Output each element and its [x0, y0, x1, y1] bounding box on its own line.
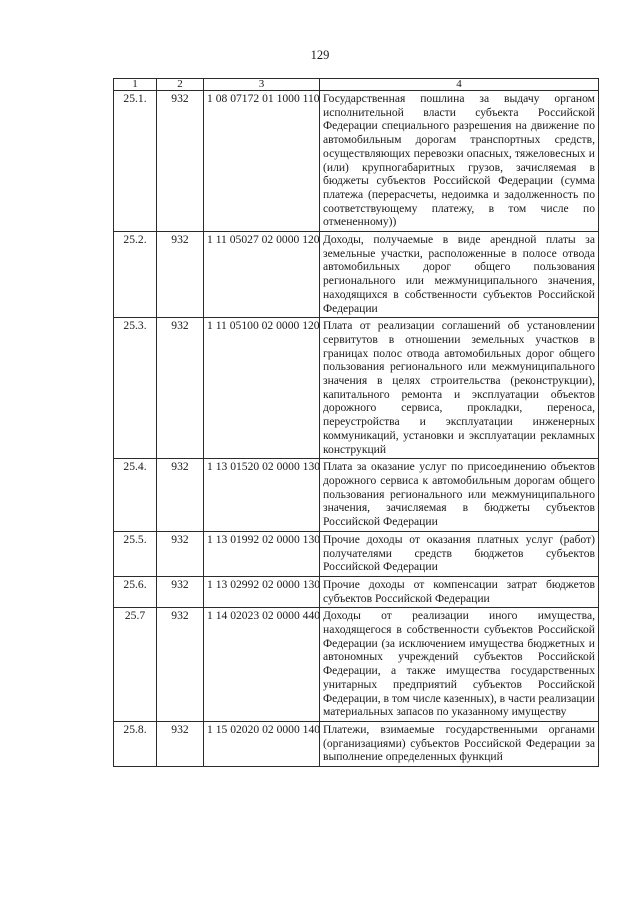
revenue-description: Доходы от реализации иного имущества, находящегося в собственности субъектов Российской Федерации (за исключением имущества бюджетных и автономных учреждений субъектов Российской Федерации, а также имущества государственных унитарных предприятий субъектов Российской Федерации, в том числе казенных), в части реализации материальных запасов по указанному имуществу	[320, 608, 599, 722]
budget-classification-code: 1 15 02020 02 0000 140	[204, 721, 320, 766]
revenue-description: Плата от реализации соглашений об установлении сервитутов в отношении земельных участков в границах полос отвода автомобильных дорог общего пользования регионального или межмуниципального значения в целях строительства (реконструкции), капитального ремонта и эксплуатации объектов дорожного сервиса, прокладки, переноса, переустройства и эксплуатации инженерных коммуникаций, установки и эксплуатации рекламных конструкций	[320, 318, 599, 459]
header-row	[114, 79, 599, 91]
admin-code: 932	[157, 459, 204, 532]
table-row	[114, 721, 599, 766]
row-number: 25.7	[114, 608, 157, 722]
revenue-description: Доходы, получаемые в виде арендной платы за земельные участки, расположенные в полосе отвода автомобильных дорог общего пользования регионального или межмуниципального значения, находящихся в собственности субъектов Российской Федерации	[320, 232, 599, 318]
table-row	[114, 576, 599, 607]
table-row	[114, 318, 599, 459]
table-body	[114, 91, 599, 767]
budget-classification-code: 1 11 05100 02 0000 120	[204, 318, 320, 459]
budget-classification-code: 1 13 02992 02 0000 130	[204, 576, 320, 607]
row-number: 25.2.	[114, 232, 157, 318]
revenue-description: Плата за оказание услуг по присоединению объектов дорожного сервиса к автомобильным дорогам общего пользования регионального или межмуниципального значения, зачисляемая в бюджеты субъектов Российской Федерации	[320, 459, 599, 532]
budget-classification-code: 1 08 07172 01 1000 110	[204, 91, 320, 232]
row-number: 25.1.	[114, 91, 157, 232]
column-header-3: 3	[204, 79, 320, 91]
admin-code: 932	[157, 91, 204, 232]
row-number: 25.5.	[114, 531, 157, 576]
column-header-4: 4	[320, 79, 599, 91]
budget-classification-code: 1 13 01520 02 0000 130	[204, 459, 320, 532]
admin-code: 932	[157, 318, 204, 459]
revenue-description: Прочие доходы от компенсации затрат бюджетов субъектов Российской Федерации	[320, 576, 599, 607]
revenue-description: Государственная пошлина за выдачу органом исполнительной власти субъекта Российской Федерации специального разрешения на движение по автомобильным дорогам транспортных средств, осуществляющих перевозки опасных, тяжеловесных и (или) крупногабаритных грузов, зачисляемая в бюджеты субъектов Российской Федерации (сумма платежа (перерасчеты, недоимка и задолженность по соответствующему платежу, в том числе по отмененному))	[320, 91, 599, 232]
column-header-2: 2	[157, 79, 204, 91]
table-row	[114, 232, 599, 318]
revenue-description: Платежи, взимаемые государственными органами (организациями) субъектов Российской Федерации за выполнение определенных функций	[320, 721, 599, 766]
table-row	[114, 91, 599, 232]
row-number: 25.6.	[114, 576, 157, 607]
row-number: 25.4.	[114, 459, 157, 532]
table-row	[114, 608, 599, 722]
admin-code: 932	[157, 531, 204, 576]
column-header-1: 1	[114, 79, 157, 91]
table-row	[114, 459, 599, 532]
admin-code: 932	[157, 721, 204, 766]
budget-classification-code: 1 11 05027 02 0000 120	[204, 232, 320, 318]
revenue-description: Прочие доходы от оказания платных услуг (работ) получателями средств бюджетов субъектов Российской Федерации	[320, 531, 599, 576]
admin-code: 932	[157, 576, 204, 607]
page-number: 129	[310, 48, 330, 62]
budget-classification-code: 1 14 02023 02 0000 440	[204, 608, 320, 722]
table-row	[114, 531, 599, 576]
admin-code: 932	[157, 608, 204, 722]
table-header	[114, 79, 599, 91]
revenue-codes-table	[113, 78, 599, 767]
row-number: 25.3.	[114, 318, 157, 459]
row-number: 25.8.	[114, 721, 157, 766]
admin-code: 932	[157, 232, 204, 318]
budget-classification-code: 1 13 01992 02 0000 130	[204, 531, 320, 576]
